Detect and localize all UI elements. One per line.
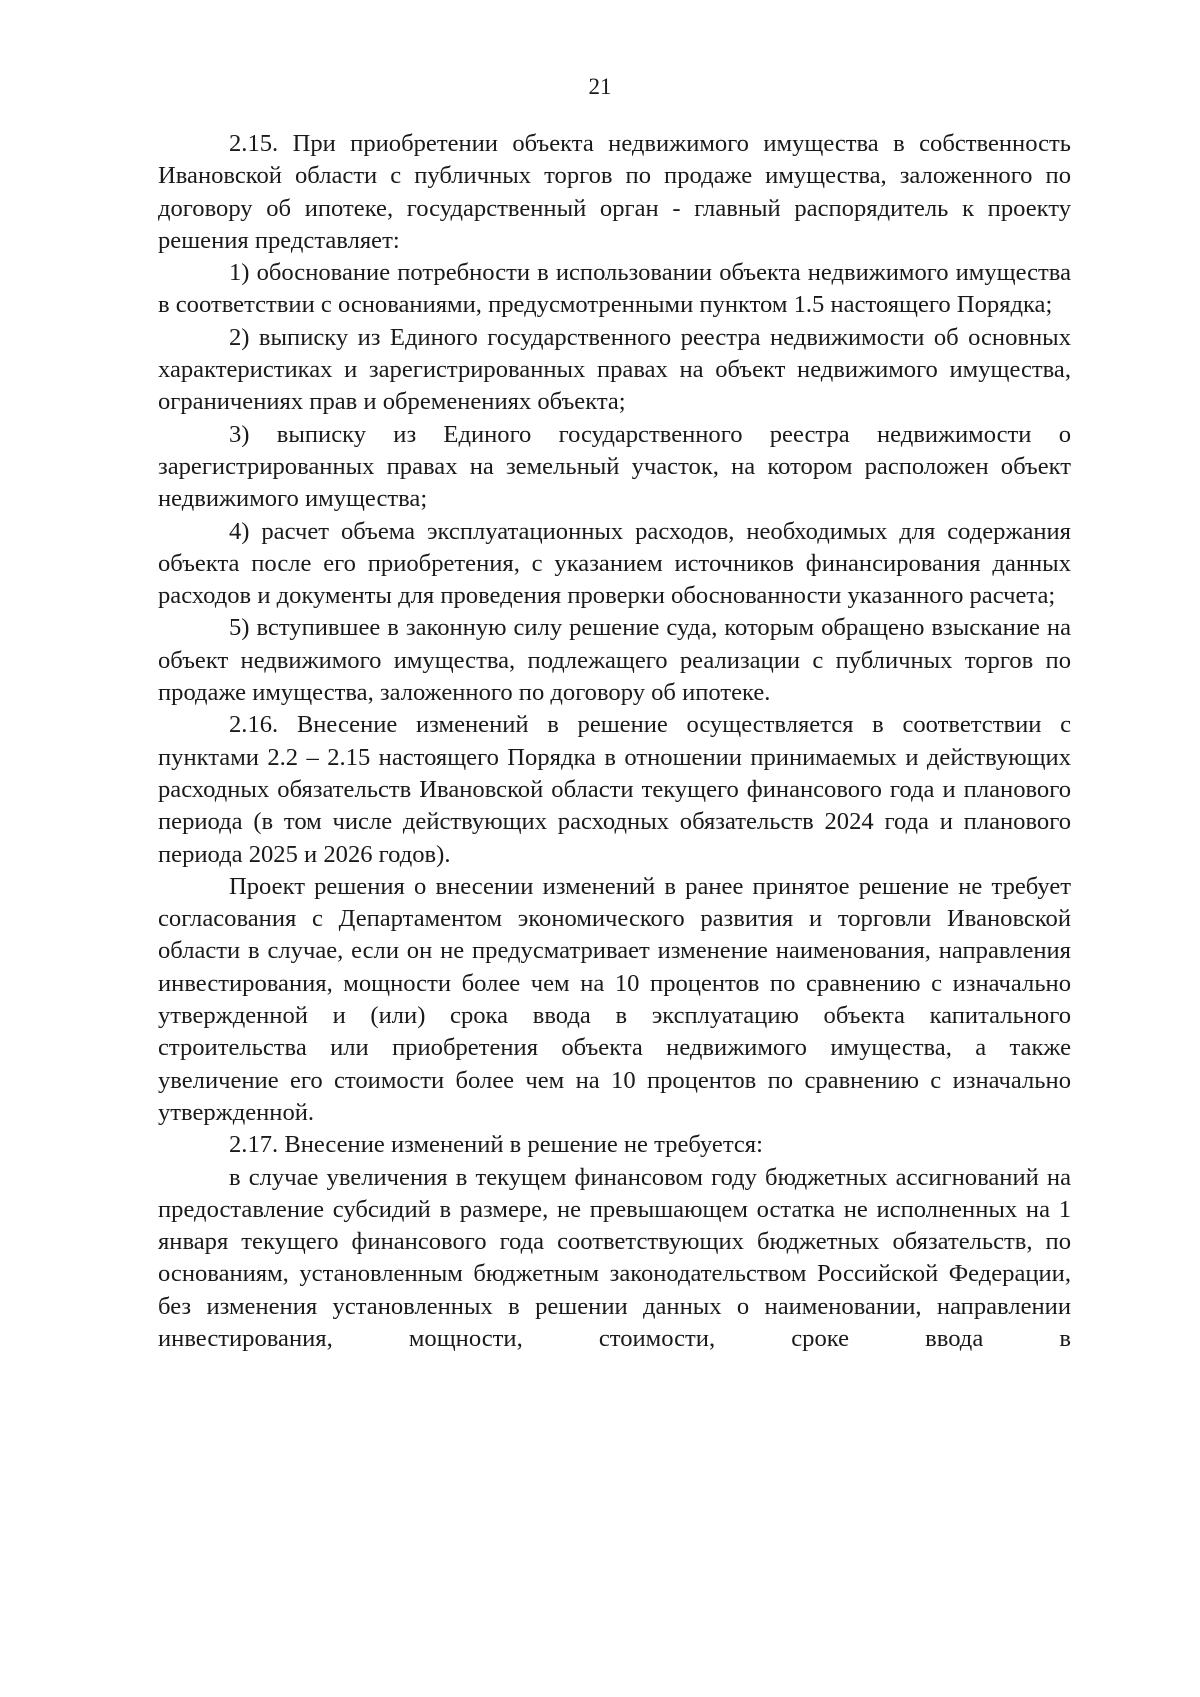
paragraph-item-2: 2) выписку из Единого государственного реестра недвижимости об основных характеристиках и зарегистрированных правах на объект недвижимого имущества, ограничениях прав и обременениях объекта; — [158, 323, 1071, 416]
paragraph-item-4: 4) расчет объема эксплуатационных расходов, необходимых для содержания объекта после его приобретения, с указанием источников финансирования данных расходов и документы для проведения проверки обоснованности указанного расчета; — [158, 517, 1071, 610]
paragraph-2-17: 2.17. Внесение изменений в решение не требуется: — [229, 1131, 763, 1159]
document-body — [158, 128, 1071, 1355]
paragraph-2-15: 2.15. При приобретении объекта недвижимого имущества в собственность Ивановской области с публичных торгов по продаже имущества, заложенного по договору об ипотеке, государственный орган - главный распорядитель к проекту решения представляет: — [158, 130, 1071, 254]
page-number: 21 — [588, 74, 612, 99]
paragraph-item-1: 1) обоснование потребности в использовании объекта недвижимого имущества в соответствии с основаниями, предусмотренными пунктом 1.5 настоящего Порядка; — [158, 259, 1071, 319]
paragraph-item-3: 3) выписку из Единого государственного реестра недвижимости о зарегистрированных правах на земельный участок, на котором расположен объект недвижимого имущества; — [158, 420, 1071, 513]
paragraph-item-5: 5) вступившее в законную силу решение суда, которым обращено взыскание на объект недвижимого имущества, подлежащего реализации с публичных торгов по продаже имущества, заложенного по договору об ипотеке. — [158, 614, 1071, 707]
paragraph-subsidy-case: в случае увеличения в текущем финансовом году бюджетных ассигнований на предоставление субсидий в размере, не превышающем остатка не исполненных на 1 января текущего финансового года соответствующих бюджетных обязательств, по основаниям, установленным бюджетным законодательством Российской Федерации, без изменения установленных в решении данных о наименовании, направлении инвестирования, мощности, стоимости, сроке ввода в — [158, 1163, 1071, 1352]
paragraph-2-16: 2.16. Внесение изменений в решение осуществляется в соответствии с пунктами 2.2 – 2.15 настоящего Порядка в отношении принимаемых и действующих расходных обязательств Ивановской области текущего финансового года и планового периода (в том числе действующих расходных обязательств 2024 года и планового периода 2025 и 2026 годов). — [158, 711, 1071, 868]
paragraph-draft-decision: Проект решения о внесении изменений в ранее принятое решение не требует согласования с Департаментом экономического развития и торговли Ивановской области в случае, если он не предусматривает изменение наименования, направления инвестирования, мощности более чем на 10 процентов по сравнению с изначально утвержденной и (или) срока ввода в эксплуатацию объекта капитального строительства или приобретения объекта недвижимого имущества, а также увеличение его стоимости более чем на 10 процентов по сравнению с изначально утвержденной. — [158, 872, 1071, 1126]
